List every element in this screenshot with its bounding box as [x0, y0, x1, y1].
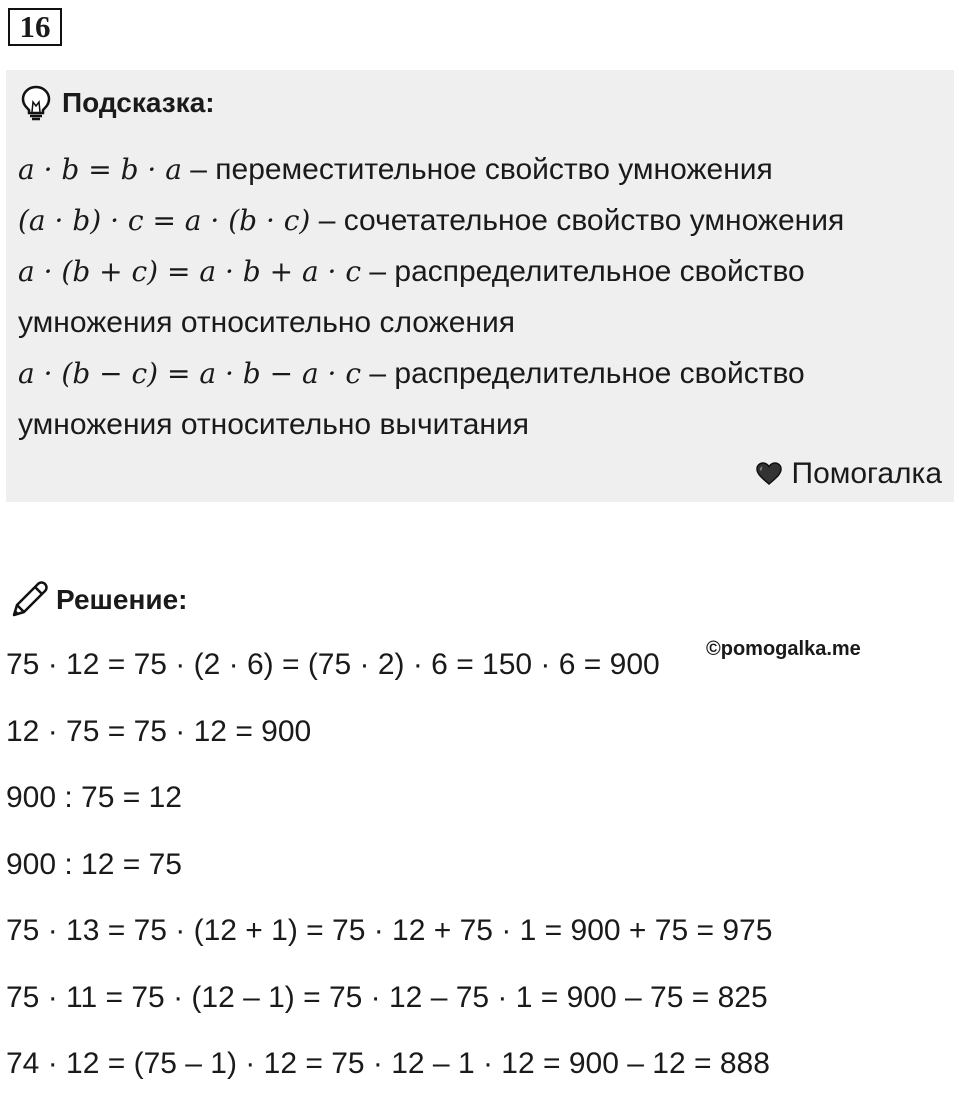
hint-lines	[18, 144, 948, 450]
solution-header	[8, 578, 187, 622]
formula-description: умножения относительно сложения	[18, 306, 515, 339]
task-number: 16	[8, 8, 62, 46]
hint-line	[18, 297, 948, 348]
solution-title: Решение:	[56, 584, 188, 615]
solution-line: 75 · 11 = 75 · (12 – 1) = 75 · 12 – 75 · 1 = 900 – 75 = 825	[6, 980, 768, 1014]
lightbulb-icon	[20, 85, 52, 121]
formula: a · (b − c) = a · b − a · c	[18, 357, 362, 390]
solution-line: 75 · 13 = 75 · (12 + 1) = 75 · 12 + 75 · 1 = 900 + 75 = 975	[6, 914, 773, 947]
solution-line: 900 : 12 = 75	[6, 847, 182, 881]
solution-line: 75 · 12 = 75 · (2 · 6) = (75 · 2) · 6 = 150 · 6 = 900	[6, 648, 660, 681]
solution-line: 900 : 75 = 12	[6, 781, 182, 814]
brand-signature	[756, 454, 943, 494]
hint-line	[18, 144, 948, 195]
pencil-icon	[8, 579, 50, 621]
hint-line	[18, 348, 948, 399]
formula-description: – распределительное свойство	[361, 255, 805, 288]
formula-description: – переместительное свойство умножения	[181, 153, 773, 186]
hint-header	[20, 84, 215, 122]
hint-title: Подсказка:	[62, 87, 215, 118]
solution-lines	[6, 638, 772, 1104]
hint-line	[18, 246, 948, 297]
formula: (a · b) · c = a · (b · c)	[18, 204, 311, 237]
formula-description: – распределительное свойство	[361, 357, 805, 390]
formula: a · (b + c) = a · b + a · c	[18, 255, 362, 288]
watermark: ©pomogalka.me	[706, 638, 861, 660]
brand-name: Помогалка	[791, 457, 942, 490]
hint-line	[18, 195, 948, 246]
hint-line	[18, 399, 948, 450]
hint-box	[6, 70, 954, 502]
solution-line: 74 · 12 = (75 – 1) · 12 = 75 · 12 – 1 · 12 = 900 – 12 = 888	[6, 1047, 770, 1080]
solution-line: 12 · 75 = 75 · 12 = 900	[6, 714, 312, 748]
heart-icon	[756, 462, 782, 486]
formula-description: – сочетательное свойство умножения	[310, 204, 845, 237]
formula: a · b = b · a	[18, 153, 182, 186]
formula-description: умножения относительно вычитания	[18, 408, 529, 441]
